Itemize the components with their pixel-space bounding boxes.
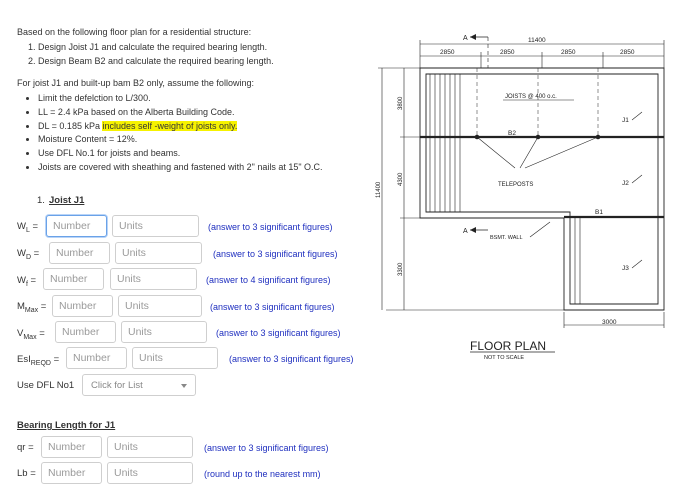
joists-label: JOISTS @ 400 o.c. [505, 94, 557, 100]
task-item: 2. Design Beam B2 and calculate the required bearing length. [38, 54, 274, 68]
wd-label: $W_D$ = [17, 248, 40, 261]
assumption-list [24, 92, 323, 175]
ei-hint: (answer to 3 significant figures) [229, 354, 354, 364]
vmax-units-input[interactable] [121, 321, 207, 343]
assumption-item: • Limit the defelction to L/300. [38, 92, 323, 106]
wl-label: $W_L$ = [17, 221, 39, 234]
wf-label: $W_f$ = [17, 275, 37, 288]
assumption-item: • Use DFL No.1 for joists and beams. [38, 147, 323, 161]
vmax-number-input[interactable] [55, 321, 116, 343]
label-j3: J3 [622, 265, 629, 272]
task-item: 1. Design Joist J1 and calculate the required bearing length. [38, 40, 274, 54]
vmax-label: $V_{Max}$ = [17, 328, 45, 341]
chevron-down-icon [181, 384, 187, 388]
ei-units-input[interactable] [132, 347, 218, 369]
lb-hint: (round up to the nearest mm) [204, 469, 321, 479]
highlighted-text: includes self -weight of joists only. [102, 120, 238, 131]
dfl-select[interactable] [82, 374, 196, 396]
section-title-bearing: Bearing Length for J1 [17, 420, 116, 431]
wd-hint: (answer to 3 significant figures) [213, 249, 338, 259]
wl-units-input[interactable] [112, 215, 199, 237]
section-mark-top [463, 34, 488, 68]
task-list [24, 40, 274, 68]
intro-text: Based on the following floor plan for a residential structure: [17, 27, 252, 37]
dim-left-label: 4300 [398, 172, 404, 186]
assumptions-intro: For joist J1 and built-up bam B2 only, assume the following: [17, 78, 254, 88]
assumption-item [38, 120, 323, 134]
mmax-units-input[interactable] [118, 295, 202, 317]
section-number: 1. [37, 195, 45, 206]
label-j2: J2 [622, 180, 629, 187]
dim-sub-label: 2850 [561, 49, 576, 56]
dim-sub-label: 2850 [440, 49, 455, 56]
ei-label: EsI$_{REQD}$ = [17, 354, 60, 367]
wl-number-input[interactable] [46, 215, 107, 237]
mmax-number-input[interactable] [52, 295, 113, 317]
bsmt-wall-label: BSMT. WALL [490, 235, 523, 241]
telepost-leaders [477, 137, 598, 168]
assumption-item: • LL = 2.4 kPa based on the Alberta Building Code. [38, 106, 323, 120]
ei-number-input[interactable] [66, 347, 127, 369]
wd-number-input[interactable] [49, 242, 110, 264]
label-j1: J1 [622, 117, 629, 124]
qr-label: qr = [17, 442, 34, 453]
floor-plan-drawing [360, 28, 700, 368]
lb-label: Lb = [17, 468, 36, 479]
mmax-label: $M_{Max}$ = [17, 301, 47, 314]
dim-overall-label: 11400 [376, 181, 382, 198]
dim-bottom-label: 3000 [602, 319, 617, 326]
assumption-item: • Moisture Content = 12%. [38, 133, 323, 147]
lb-number-input[interactable] [41, 462, 102, 484]
qr-hint: (answer to 3 significant figures) [204, 443, 329, 453]
dfl-select-value: Click for List [91, 380, 143, 391]
wall-outline [420, 68, 664, 310]
wl-hint: (answer to 3 significant figures) [208, 222, 333, 232]
joist-lines [430, 74, 580, 304]
dfl-label: Use DFL No1 [17, 380, 75, 391]
mmax-hint: (answer to 3 significant figures) [210, 302, 335, 312]
wd-units-input[interactable] [115, 242, 202, 264]
plan-title: FLOOR PLAN [470, 339, 547, 353]
wf-units-input[interactable] [110, 268, 197, 290]
dim-left-label: 3800 [398, 96, 404, 110]
plan-subtitle: NOT TO SCALE [484, 355, 525, 361]
label-b1: B1 [595, 209, 603, 216]
qr-number-input[interactable] [41, 436, 102, 458]
dim-sub-label: 2850 [500, 49, 515, 56]
section-title-joist: Joist J1 [49, 195, 85, 206]
lb-units-input[interactable] [107, 462, 193, 484]
dim-top-label: 11400 [528, 37, 546, 44]
dim-left-label: 3300 [398, 262, 404, 276]
vmax-hint: (answer to 3 significant figures) [216, 328, 341, 338]
label-b2: B2 [508, 130, 516, 137]
svg-text:A: A [463, 35, 468, 42]
dim-sub-label: 2850 [620, 49, 635, 56]
teleposts-label: TELEPOSTS [498, 182, 534, 188]
assumption-item: • Joists are covered with sheathing and fastened with 2" nails at 15" O.C. [38, 161, 323, 175]
wf-hint: (answer to 4 significant figures) [206, 275, 331, 285]
grid-lines [477, 68, 598, 137]
wf-number-input[interactable] [43, 268, 104, 290]
assumption-text: DL = 0.185 kPa [38, 120, 103, 131]
qr-units-input[interactable] [107, 436, 193, 458]
section-mark-bottom: A [463, 228, 468, 235]
